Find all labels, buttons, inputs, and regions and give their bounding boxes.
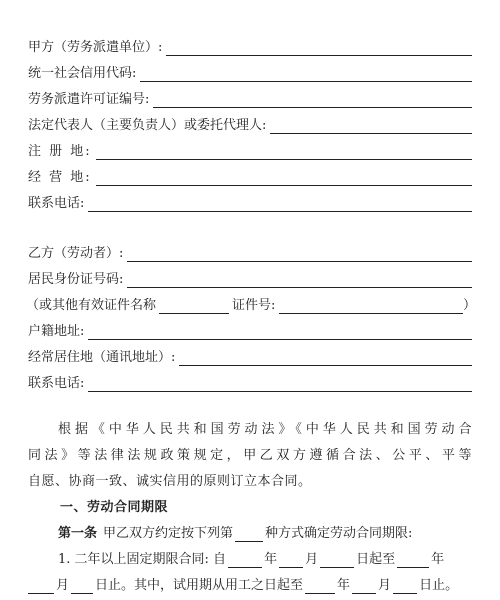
party-b-phone-label: 联系电话: [28,376,85,391]
party-b-phone-field[interactable] [88,379,472,392]
party-b-other-id-number-field[interactable] [279,301,463,314]
party-a-registered-field[interactable] [96,147,472,160]
party-a-license-label: 劳务派遣许可证编号: [28,92,150,107]
item-1-row [58,552,472,568]
item-1-end-day-field[interactable] [71,581,93,594]
section-1-heading: 一、劳动合同期限 [60,500,169,515]
preamble-line-1: 根据《中华人民共和国劳动法》《中华人民共和国劳动合 [58,422,472,437]
item-1-year-label: 年 [264,552,278,567]
probation-year-label: 年 [337,578,351,593]
probation-month-label: 月 [378,578,392,593]
party-a-license-field[interactable] [153,95,472,108]
preamble-line-3: 自愿、协商一致、诚实信用的原则订立本合同。 [28,474,312,489]
party-b-phone-row [28,376,472,392]
party-a-phone-label: 联系电话: [28,196,85,211]
probation-end-month-field[interactable] [352,581,376,594]
party-b-id-label: 居民身份证号码: [28,272,124,287]
item-1-start-year-field[interactable] [228,555,262,568]
party-b-household-row [28,324,472,340]
party-a-registered-label: 注 册 地: [28,144,92,159]
party-a-phone-row [28,196,472,212]
party-b-name-label: 乙方（劳动者）: [28,246,124,261]
party-a-business-row [28,170,472,186]
item-1-day-from-label: 日起至 [356,552,396,567]
party-b-household-label: 户籍地址: [28,324,85,339]
item-1-start-day-field[interactable] [320,555,354,568]
party-b-id-row [28,272,472,288]
party-b-residence-label: 经常居住地（通讯地址）: [28,350,176,365]
party-b-other-id-row [26,298,476,314]
party-b-other-id-suffix: ） [462,298,476,313]
article-1-title: 第一条 [58,526,98,541]
article-1-method-field[interactable] [235,529,263,542]
party-a-name-label: 甲方（劳务派遣单位）: [28,40,163,55]
party-a-license-row [28,92,472,108]
item-1-end-year-field[interactable] [397,555,429,568]
item-1-probation-text: 日止。其中，试用期从用工之日起至 [95,578,304,593]
party-a-credit-row [28,66,472,82]
party-b-other-id-name-field[interactable] [159,301,229,314]
article-1-row [58,526,472,542]
item-1-month-label: 月 [305,552,319,567]
party-a-credit-field[interactable] [140,69,472,82]
party-a-registered-row [28,144,472,160]
item-1-line-2-row [28,578,472,594]
item-1-start-month-field[interactable] [279,555,303,568]
probation-end-year-field[interactable] [305,581,335,594]
party-a-phone-field[interactable] [88,199,472,212]
party-a-name-row [28,40,472,56]
party-a-rep-label: 法定代表人（主要负责人）或委托代理人: [28,118,267,133]
party-b-residence-field[interactable] [179,353,472,366]
probation-end-day-field[interactable] [393,581,417,594]
party-b-household-field[interactable] [88,327,472,340]
party-b-residence-row [28,350,472,366]
party-a-rep-field[interactable] [270,121,472,134]
item-1-end-month-label: 月 [56,578,70,593]
party-a-business-label: 经 营 地: [28,170,92,185]
preamble-line-2: 同法》等法律法规政策规定，甲乙双方遵循合法、公平、平等 [28,448,472,463]
party-b-id-field[interactable] [127,275,472,288]
article-1-text-b: 种方式确定劳动合同期限: [265,526,413,541]
party-b-other-id-mid: 证件号: [232,298,276,313]
party-b-name-field[interactable] [127,249,472,262]
party-b-name-row [28,246,472,262]
item-1-end-year-label: 年 [431,552,445,567]
party-a-rep-row [28,118,472,134]
party-b-other-id-prefix: （或其他有效证件名称 [26,298,157,313]
item-1-end-month-field[interactable] [28,581,54,594]
article-1-text-a: 甲乙双方约定按下列第 [103,526,234,541]
item-1-text-a: 1. 二年以上固定期限合同: 自 [58,552,227,567]
probation-day-end-label: 日止。 [419,578,459,593]
party-a-business-field[interactable] [96,173,472,186]
party-a-name-field[interactable] [166,43,472,56]
party-a-credit-label: 统一社会信用代码: [28,66,137,81]
